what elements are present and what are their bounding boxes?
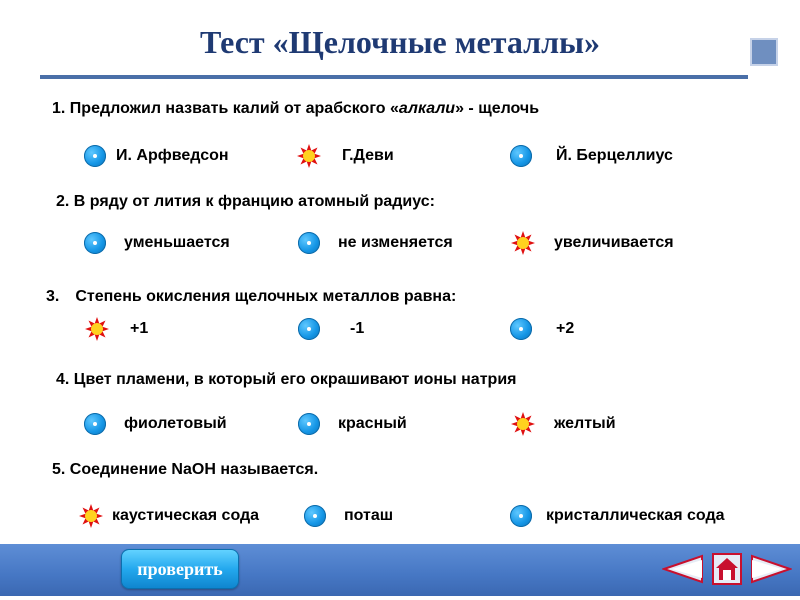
blue-dot-icon — [84, 232, 106, 254]
red-star-icon — [510, 230, 536, 256]
question-5: 5. Соединение NaOH называется. — [52, 461, 319, 478]
q4-option-2[interactable] — [298, 413, 407, 435]
title-underline — [40, 75, 748, 79]
blue-dot-icon — [510, 145, 532, 167]
question-1-italic: алкали — [398, 100, 456, 117]
q3-option-3[interactable] — [510, 318, 574, 340]
red-star-icon — [78, 503, 104, 529]
option-label: уменьшается — [124, 234, 230, 251]
q2-option-3[interactable] — [510, 230, 674, 256]
q3-option-1[interactable] — [84, 316, 148, 342]
option-label: И. Арфведсон — [116, 147, 229, 164]
q2-option-1[interactable] — [84, 232, 230, 254]
question-4: 4. Цвет пламени, в который его окрашивают ионы натрия — [56, 371, 517, 388]
q2-option-2[interactable] — [298, 232, 453, 254]
q4-option-1[interactable] — [84, 413, 227, 435]
corner-square-icon — [750, 38, 778, 66]
question-1-suffix: » - щелочь — [455, 100, 540, 117]
question-1-prefix: 1. Предложил назвать калий от арабского « — [52, 100, 399, 117]
q4-option-3[interactable] — [510, 411, 616, 437]
blue-dot-icon — [510, 505, 532, 527]
option-label: не изменяется — [338, 234, 453, 251]
option-label: Г.Деви — [342, 147, 394, 164]
blue-dot-icon — [298, 232, 320, 254]
red-star-icon — [510, 411, 536, 437]
option-label: увеличивается — [554, 234, 674, 251]
option-label: Й. Берцеллиус — [556, 147, 673, 164]
arrow-left-icon[interactable] — [662, 553, 710, 585]
red-star-icon — [296, 143, 322, 169]
option-label: +2 — [556, 320, 575, 337]
question-3 — [46, 288, 456, 306]
blue-dot-icon — [84, 145, 106, 167]
blue-dot-icon — [84, 413, 106, 435]
question-3-text: Степень окисления щелочных металлов равна: — [75, 288, 457, 305]
q1-option-2[interactable] — [296, 143, 394, 169]
option-label: кристаллическая сода — [546, 507, 725, 524]
q5-option-1[interactable] — [78, 503, 259, 529]
home-icon[interactable] — [712, 553, 742, 585]
option-label: +1 — [130, 320, 149, 337]
q5-option-3[interactable] — [510, 505, 725, 527]
blue-dot-icon — [510, 318, 532, 340]
arrow-right-icon[interactable] — [744, 553, 792, 585]
option-label: каустическая сода — [112, 507, 260, 524]
option-label: красный — [338, 415, 407, 432]
question-2: 2. В ряду от лития к францию атомный радиус: — [56, 193, 435, 210]
question-3-number: 3. — [46, 288, 60, 305]
blue-dot-icon — [298, 318, 320, 340]
q1-option-1[interactable] — [84, 145, 229, 167]
option-label: фиолетовый — [124, 415, 227, 432]
q5-option-2[interactable] — [304, 505, 393, 527]
q3-option-2[interactable] — [298, 318, 364, 340]
option-label: поташ — [344, 507, 394, 524]
page-title: Тест «Щелочные металлы» — [199, 24, 601, 60]
q1-option-3[interactable] — [510, 145, 673, 167]
blue-dot-icon — [298, 413, 320, 435]
question-1 — [52, 100, 539, 118]
red-star-icon — [84, 316, 110, 342]
option-label: желтый — [554, 415, 616, 432]
blue-dot-icon — [304, 505, 326, 527]
check-button[interactable]: проверить — [121, 549, 239, 589]
option-label: -1 — [350, 320, 365, 337]
